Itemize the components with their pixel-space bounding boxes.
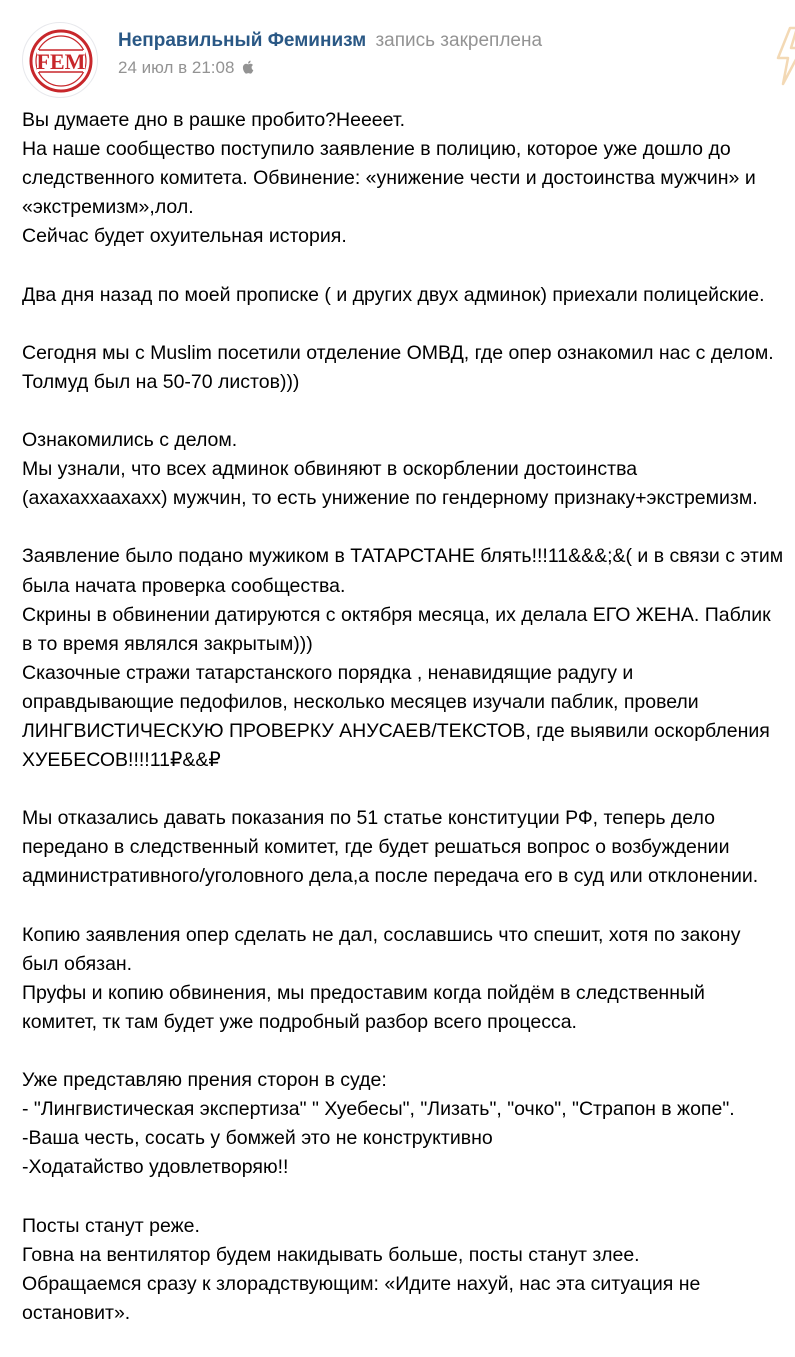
post-text-line: Заявление было подано мужиком в ТАТАРСТАНЕ блять!!!11&&&;&( и в связи с этим	[22, 545, 784, 568]
post-text-line: «экстремизм»,лол.	[22, 196, 194, 219]
post-text-line: Два дня назад по моей прописке ( и других двух админок) приехали полицейские.	[22, 283, 765, 306]
post-text-line: Копию заявления опер сделать не дал, сославшись что спешит, хотя по закону	[22, 923, 741, 946]
post-text-line: комитет, тк там будет уже подробный разбор всего процесса.	[22, 1010, 577, 1033]
post-body	[22, 106, 782, 1357]
post-text-line: -Ваша честь, сосать у бомжей это не конструктивно	[22, 1127, 493, 1150]
apple-icon	[242, 60, 254, 74]
avatar[interactable]	[22, 22, 98, 98]
fem-logo-icon	[23, 23, 98, 98]
post-date-line	[118, 56, 718, 80]
post-text-line: Сейчас будет охуительная история.	[22, 225, 347, 248]
post-text-line: в то время являлся закрытым)))	[22, 632, 313, 655]
post-text-line: Посты станут реже.	[22, 1214, 200, 1237]
post-paragraph	[22, 542, 782, 775]
post-text-line: Пруфы и копию обвинения, мы предоставим когда пойдём в следственный	[22, 981, 705, 1004]
post-text-line: была начата проверка сообщества.	[22, 574, 346, 597]
pinned-label: запись закреплена	[375, 30, 543, 51]
post-paragraph	[22, 804, 782, 891]
post-header	[22, 22, 782, 86]
post-text-line: был обязан.	[22, 952, 133, 975]
post-text-line: (ахахаххаахахх) мужчин, то есть унижение по гендерному признаку+экстремизм.	[22, 487, 758, 510]
post-text-line: Уже представляю прения сторон в суде:	[22, 1069, 387, 1092]
post-title-line	[118, 28, 718, 54]
post-paragraph	[22, 426, 782, 513]
lightning-icon[interactable]	[770, 24, 795, 88]
post-paragraph	[22, 281, 782, 310]
post-text-line: Говна на вентилятор будем накидывать больше, посты станут злее.	[22, 1243, 640, 1266]
post-text-line: ХУЕБЕСОВ!!!!11₽&&₽	[22, 749, 221, 772]
post-paragraph	[22, 106, 782, 251]
post-text-line: оправдывающие педофилов, несколько месяцев изучали паблик, провели	[22, 690, 699, 713]
post-text-line: Сказочные стражи татарстанского порядка , ненавидящие радугу и	[22, 661, 634, 684]
post-text-line: Вы думаете дно в рашке пробито?Неееет.	[22, 109, 406, 131]
post-paragraph	[22, 1212, 782, 1328]
post-text-line: Ознакомились с делом.	[22, 429, 238, 452]
post-text-line: На наше сообщество поступило заявление в полицию, которое уже дошло до	[22, 138, 731, 161]
post-text-line: Мы узнали, что всех админок обвиняют в оскорблении достоинства	[22, 458, 638, 481]
post-text-line: Мы отказались давать показания по 51 статье конституции РФ, теперь дело	[22, 807, 715, 830]
post-paragraph	[22, 339, 782, 397]
post-paragraph	[22, 1066, 782, 1182]
post-text-line: ЛИНГВИСТИЧЕСКУЮ ПРОВЕРКУ АНУСАЕВ/ТЕКСТОВ, где выявили оскорбления	[22, 719, 770, 742]
post-text-line: остановит».	[22, 1301, 131, 1324]
avatar-logo-text: FEM	[36, 49, 86, 74]
post-text-line: административного/уголовного дела,а после передача его в суд или отклонении.	[22, 865, 759, 888]
post-text-line: Сегодня мы с Muslim посетили отделение ОМВД, где опер ознакомил нас с делом.	[22, 341, 774, 364]
post-timestamp[interactable]: 24 июл в 21:08	[118, 58, 235, 77]
post-text-line: передано в следственный комитет, где будет решаться вопрос о возбуждении	[22, 836, 730, 859]
post-text-line: - "Лингвистическая экспертиза" " Хуебесы", "Лизать", "очко", "Страпон в жопе".	[22, 1098, 735, 1121]
post-meta	[118, 28, 718, 80]
author-link[interactable]: Неправильный Феминизм	[118, 30, 367, 51]
post-text-line: Толмуд был на 50-70 листов)))	[22, 370, 300, 393]
post-text-line: Скрины в обвинении датируются с октября месяца, их делала ЕГО ЖЕНА. Паблик	[22, 603, 771, 626]
post-text-line: Обращаемся сразу к злорадствующим: «Идите нахуй, нас эта ситуация не	[22, 1272, 701, 1295]
post-text-line: -Ходатайство удовлетворяю!!	[22, 1156, 289, 1179]
post-text-line: следственного комитета. Обвинение: «унижение чести и достоинства мужчин» и	[22, 167, 756, 190]
post-paragraph	[22, 921, 782, 1037]
